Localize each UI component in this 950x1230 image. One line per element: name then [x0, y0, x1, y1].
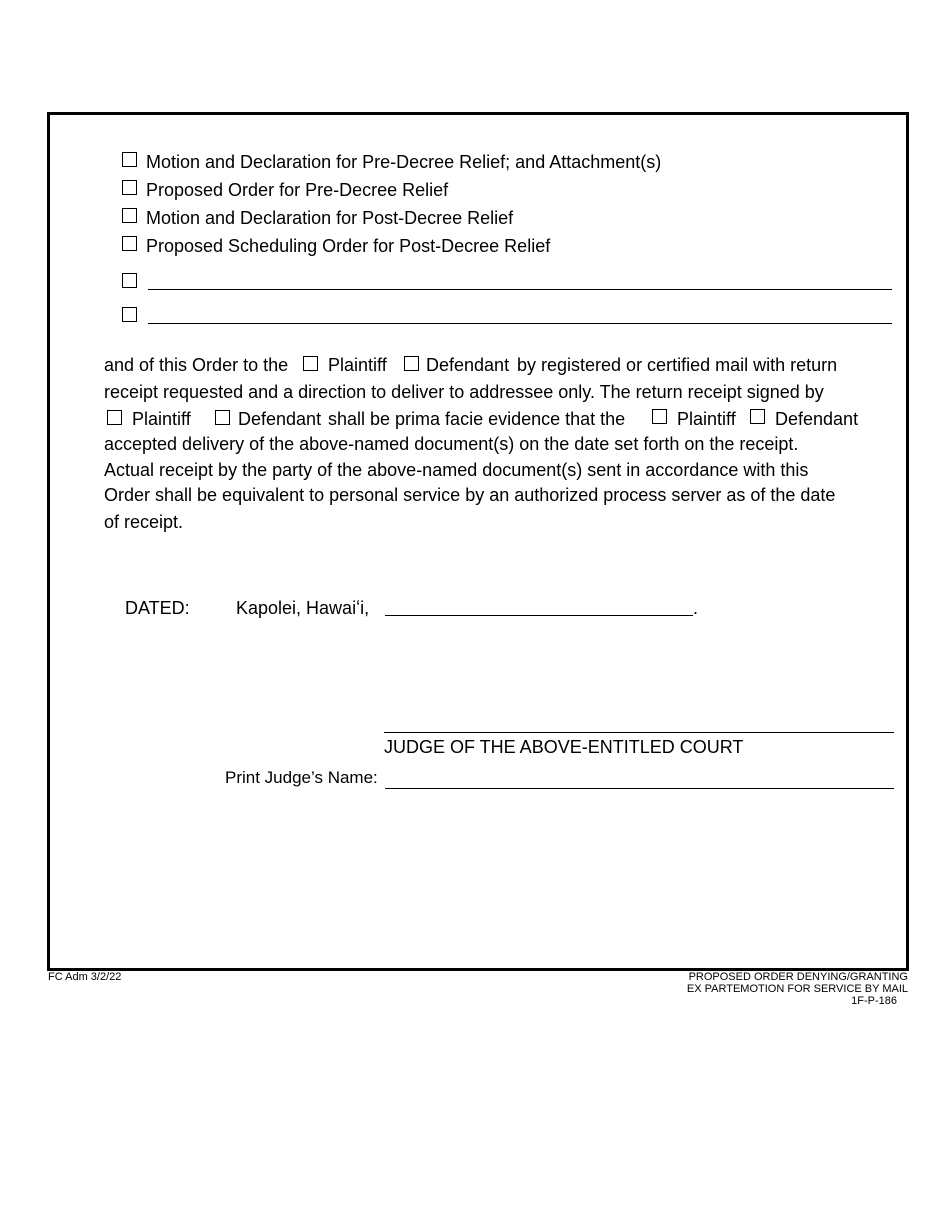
- dated-location: Kapolei, Hawaiʻi,: [236, 598, 370, 618]
- service-text-line4: accepted delivery of the above-named document(s) on the date set forth on the receipt.: [104, 434, 799, 454]
- checkbox-serve-plaintiff[interactable]: [303, 356, 318, 371]
- checkbox-accepted-plaintiff[interactable]: [652, 409, 667, 424]
- judge-title: JUDGE OF THE ABOVE-ENTITLED COURT: [384, 737, 744, 757]
- checkbox-signed-defendant[interactable]: [215, 410, 230, 425]
- service-text-line7: of receipt.: [104, 512, 184, 532]
- service-text-line1-post: by registered or certified mail with return: [517, 355, 838, 375]
- defendant-label: Defendant: [426, 355, 510, 375]
- checkbox-other-2[interactable]: [122, 307, 137, 322]
- footer-title-line1: PROPOSED ORDER DENYING/GRANTING: [688, 971, 908, 983]
- plaintiff-label: Plaintiff: [132, 409, 191, 429]
- date-period: .: [693, 598, 699, 618]
- dated-label: DATED:: [125, 598, 190, 618]
- checkbox-serve-defendant[interactable]: [404, 356, 419, 371]
- service-text-line6: Order shall be equivalent to personal service by an authorized process server as of the date: [104, 485, 836, 505]
- checkbox-post-decree-motion[interactable]: [122, 208, 137, 223]
- footer-title-line2: EX PARTEMOTION FOR SERVICE BY MAIL: [686, 983, 908, 995]
- checkbox-accepted-defendant[interactable]: [750, 409, 765, 424]
- plaintiff-label: Plaintiff: [677, 409, 736, 429]
- checklist-item-label: Motion and Declaration for Post-Decree Relief: [146, 208, 514, 228]
- checkbox-other-1[interactable]: [122, 273, 137, 288]
- checkbox-post-decree-scheduling[interactable]: [122, 236, 137, 251]
- checklist-item-label: Motion and Declaration for Pre-Decree Relief; and Attachment(s): [146, 152, 662, 172]
- date-field[interactable]: [385, 595, 693, 616]
- checkbox-signed-plaintiff[interactable]: [107, 410, 122, 425]
- service-text-line3-mid: shall be prima facie evidence that the: [328, 409, 626, 429]
- defendant-label: Defendant: [775, 409, 859, 429]
- footer-form-date: FC Adm 3/2/22: [48, 971, 122, 983]
- service-text-line1-pre: and of this Order to the: [104, 355, 289, 375]
- checkbox-pre-decree-motion[interactable]: [122, 152, 137, 167]
- service-text-line2: receipt requested and a direction to deliver to addressee only. The return receipt signed by: [104, 382, 824, 402]
- checklist-item-label: Proposed Scheduling Order for Post-Decree Relief: [146, 236, 551, 256]
- service-text-line5: Actual receipt by the party of the above-named document(s) sent in accordance with this: [104, 460, 809, 480]
- footer-form-number: 1F-P-186: [851, 995, 897, 1007]
- judge-signature-line[interactable]: [384, 732, 894, 733]
- print-judge-name-field[interactable]: [385, 768, 894, 789]
- checklist-item-label: Proposed Order for Pre-Decree Relief: [146, 180, 449, 200]
- other-item-1-field[interactable]: [148, 269, 892, 290]
- print-judge-name-label: Print Judge’s Name:: [225, 768, 378, 787]
- other-item-2-field[interactable]: [148, 303, 892, 324]
- defendant-label: Defendant: [238, 409, 322, 429]
- checkbox-pre-decree-order[interactable]: [122, 180, 137, 195]
- plaintiff-label: Plaintiff: [328, 355, 387, 375]
